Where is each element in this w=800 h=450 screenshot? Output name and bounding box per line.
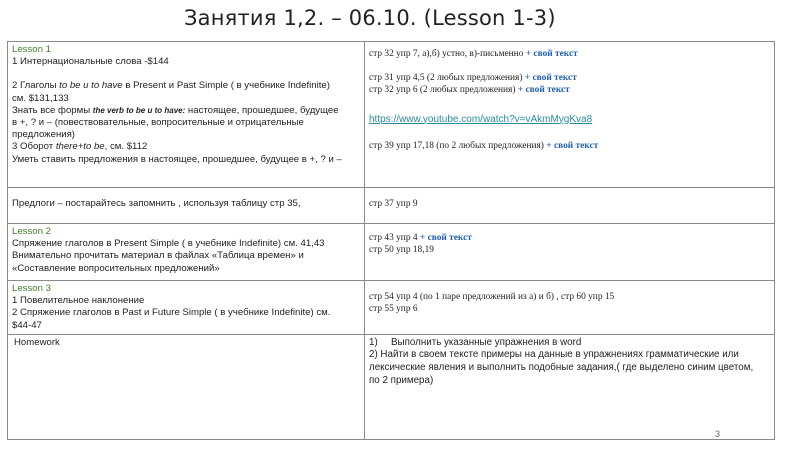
table-row bbox=[8, 281, 775, 335]
text-line: 2 Глаголы to be и to have в Present и Past Simple ( в учебнике Indefinite) bbox=[12, 80, 330, 92]
table-row bbox=[8, 224, 775, 281]
prepositions-cell bbox=[8, 188, 365, 224]
homework-cell bbox=[8, 334, 365, 439]
text-line: Спряжение глаголов в Present Simple ( в учебнике Indefinite) см. 41,43 bbox=[12, 238, 325, 250]
text-line: Знать все формы the verb to be и to have: настоящее, прошедшее, будущее bbox=[12, 104, 339, 116]
text-line: «Составление вопросительных предложений» bbox=[12, 262, 220, 274]
page-title: Занятия 1,2. – 06.10. (Lesson 1-3) bbox=[184, 6, 556, 30]
lesson-1-tasks-cell bbox=[365, 42, 775, 188]
homework-label: Homework bbox=[14, 336, 60, 348]
lesson-2-cell bbox=[8, 224, 365, 281]
task-line: стр 32 упр 7, а),б) устно, в)-письменно + свой текст bbox=[369, 49, 578, 59]
text-line: Внимательно прочитать материал в файлах «Таблица времен» и bbox=[12, 250, 304, 262]
text-line: предложения) bbox=[12, 129, 75, 141]
homework-item: лексические явления и выполнить подобные задания,( где выделено синим цветом, bbox=[369, 362, 754, 373]
text-line: Уметь ставить предложения в настоящее, прошедшее, будущее в +, ? и – bbox=[12, 153, 342, 165]
lesson-1-header: Lesson 1 bbox=[12, 44, 51, 55]
text-line: Предлоги – постарайтесь запомнить , используя таблицу стр 35, bbox=[12, 198, 301, 209]
task-line: стр 31 упр 4,5 (2 любых предложения) + свой текст bbox=[369, 73, 577, 84]
table-row bbox=[8, 188, 775, 224]
task-line: стр 50 упр 18,19 bbox=[369, 245, 434, 256]
prepositions-tasks-cell bbox=[365, 188, 775, 224]
text-line: 2 Спряжение глаголов в Past и Future Simple ( в учебнике Indefinite) см. bbox=[12, 307, 331, 319]
page-number: 3 bbox=[715, 429, 721, 439]
homework-item: 1) Выполнить указанные упражнения в word bbox=[369, 336, 582, 348]
task-line: стр 43 упр 4 + свой текст bbox=[369, 233, 472, 243]
task-line: стр 32 упр 6 (2 любых предложения) + свой текст bbox=[369, 85, 570, 96]
text-line: 3 Оборот there+to be, см. $112 bbox=[12, 141, 148, 153]
homework-tasks-cell bbox=[365, 334, 775, 439]
text-line: в +, ? и – (повествовательные, вопросительные и отрицательные bbox=[12, 117, 304, 129]
homework-item: по 2 примера) bbox=[369, 374, 434, 386]
text-line: $44-47 bbox=[12, 319, 42, 331]
text-line: 1 Повелительное наклонение bbox=[12, 295, 145, 307]
lesson-3-tasks-cell bbox=[365, 281, 775, 335]
homework-item: 2) Найти в своем тексте примеры на данные в упражнениях грамматические или bbox=[369, 349, 739, 361]
youtube-link[interactable]: https://www.youtube.com/watch?v=vAkmMygKva8 bbox=[369, 113, 593, 125]
lesson-1-cell bbox=[8, 42, 365, 188]
lesson-2-header: Lesson 2 bbox=[12, 226, 51, 237]
text-line: см. $131,133 bbox=[12, 92, 69, 104]
task-line: стр 55 упр 6 bbox=[369, 304, 418, 315]
lesson-3-cell bbox=[8, 281, 365, 335]
lessons-table bbox=[7, 41, 775, 440]
lesson-2-tasks-cell bbox=[365, 224, 775, 281]
text-line: 1 Интернациональные слова -$144 bbox=[12, 56, 169, 68]
table-row bbox=[8, 334, 775, 439]
table-row bbox=[8, 42, 775, 188]
task-line: стр 39 упр 17,18 (по 2 любых предложения) + свой текст bbox=[369, 140, 599, 151]
task-line: стр 37 упр 9 bbox=[369, 199, 418, 209]
task-line: стр 54 упр 4 (по 1 паре предложений из а) и б) , стр 60 упр 15 bbox=[369, 292, 615, 302]
lesson-3-header: Lesson 3 bbox=[12, 283, 51, 294]
